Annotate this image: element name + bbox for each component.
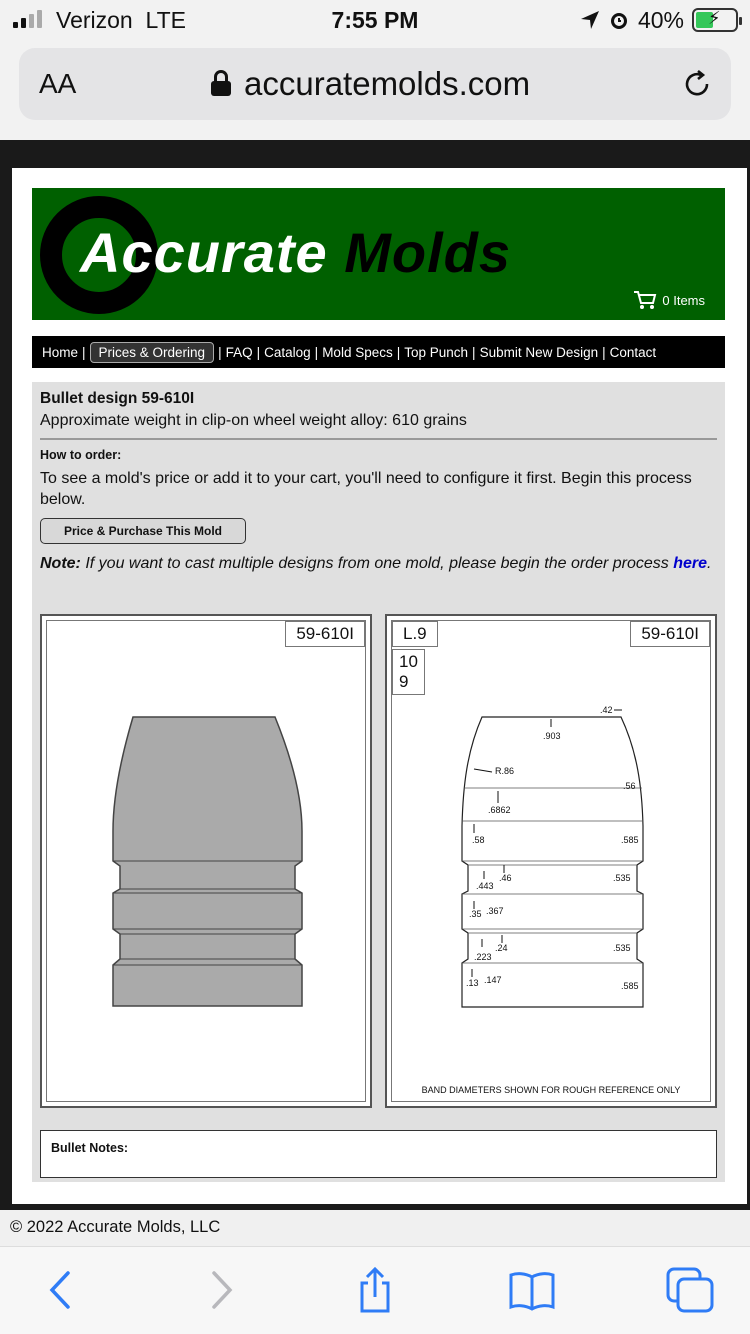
nav-home[interactable]: Home (42, 344, 79, 360)
network-type: LTE (145, 7, 186, 33)
back-icon[interactable] (38, 1267, 88, 1313)
cart-count[interactable]: 0 Items (662, 292, 705, 308)
cart-icon (633, 290, 657, 310)
bullet-notes: Bullet Notes: (40, 1130, 717, 1178)
svg-text:.42: .42 (600, 705, 613, 715)
location-icon (580, 10, 600, 30)
page (12, 168, 747, 1204)
svg-text:.223: .223 (474, 952, 492, 962)
design-content (32, 382, 725, 1182)
clock: 7:55 PM (331, 7, 419, 33)
battery-percent: 40% (637, 6, 684, 33)
svg-text:.367: .367 (486, 906, 504, 916)
svg-text:.35: .35 (469, 909, 482, 919)
divider (40, 438, 717, 440)
nav-faq[interactable]: FAQ (225, 344, 253, 360)
price-purchase-button[interactable]: Price & Purchase This Mold (40, 518, 246, 544)
dimension-drawing (392, 621, 714, 1105)
bullet-silhouette (47, 621, 369, 1105)
how-to-order-text: To see a mold's price or add it to your cart, you'll need to configure it first. Begin this process below. (40, 470, 692, 508)
design-title: Bullet design 59-610I (40, 390, 195, 407)
address-bar[interactable] (19, 48, 731, 120)
svg-text:.24: .24 (495, 943, 508, 953)
bookmarks-icon[interactable] (507, 1267, 557, 1313)
svg-text:.46: .46 (499, 873, 512, 883)
svg-text:.585: .585 (621, 981, 639, 991)
design-weight: Approximate weight in clip-on wheel weight alloy: 610 grains (40, 412, 467, 429)
share-icon[interactable] (350, 1267, 400, 1313)
site-logo: Accurate Molds (80, 221, 511, 284)
svg-text:R.86: R.86 (495, 766, 515, 776)
url-text[interactable]: accuratemolds.com (244, 65, 531, 102)
reload-icon[interactable] (681, 68, 713, 100)
status-bar (0, 0, 750, 40)
browser-toolbar (0, 1246, 750, 1334)
nav-contact[interactable]: Contact (609, 344, 657, 360)
design-id-tag: 59-610I (285, 621, 365, 647)
dimension-drawing-panel (385, 614, 717, 1108)
lock-icon (211, 70, 231, 96)
drawing-disclaimer: BAND DIAMETERS SHOWN FOR ROUGH REFERENCE ONLY (421, 1085, 681, 1095)
carrier-name: Verizon (56, 7, 133, 33)
main-nav: Home | Prices & Ordering | FAQ | Catalog | Mold Specs | Top Punch | Submit New Design | Contact (32, 336, 725, 368)
svg-text:.903: .903 (543, 731, 561, 741)
text-size-button[interactable]: AA (39, 68, 77, 99)
forward-icon[interactable] (196, 1267, 246, 1313)
order-note: Note: If you want to cast multiple designs from one mold, please begin the order process here. (40, 555, 712, 572)
nav-top-punch[interactable]: Top Punch (404, 344, 469, 360)
browser-header (0, 40, 750, 140)
svg-text:.56: .56 (623, 781, 636, 791)
drawing-id-tag: 59-610I (630, 621, 710, 647)
svg-text:.13: .13 (466, 978, 479, 988)
svg-text:.535: .535 (613, 943, 631, 953)
site-footer: © 2022 Accurate Molds, LLC (0, 1210, 750, 1246)
sub-tag: 10 9 (392, 649, 425, 695)
svg-text:.147: .147 (484, 975, 502, 985)
bullet-profile-panel (40, 614, 372, 1108)
length-tag: L.9 (392, 621, 438, 647)
svg-text:.535: .535 (613, 873, 631, 883)
svg-text:.585: .585 (621, 835, 639, 845)
web-view (0, 140, 750, 1210)
tabs-icon[interactable] (666, 1267, 716, 1313)
nav-catalog[interactable]: Catalog (264, 344, 311, 360)
order-here-link[interactable]: here (673, 555, 707, 572)
nav-prices-ordering[interactable]: Prices & Ordering (90, 342, 215, 363)
alarm-icon (608, 9, 630, 31)
svg-text:.443: .443 (476, 881, 494, 891)
nav-mold-specs[interactable]: Mold Specs (322, 344, 393, 360)
site-banner[interactable] (32, 188, 725, 320)
battery-icon: ⚡ (692, 8, 738, 32)
how-to-order-heading: How to order: (40, 448, 122, 462)
svg-text:.6862: .6862 (488, 805, 511, 815)
nav-submit-new-design[interactable]: Submit New Design (479, 344, 599, 360)
cart-link[interactable] (633, 290, 705, 310)
svg-text:.58: .58 (472, 835, 485, 845)
